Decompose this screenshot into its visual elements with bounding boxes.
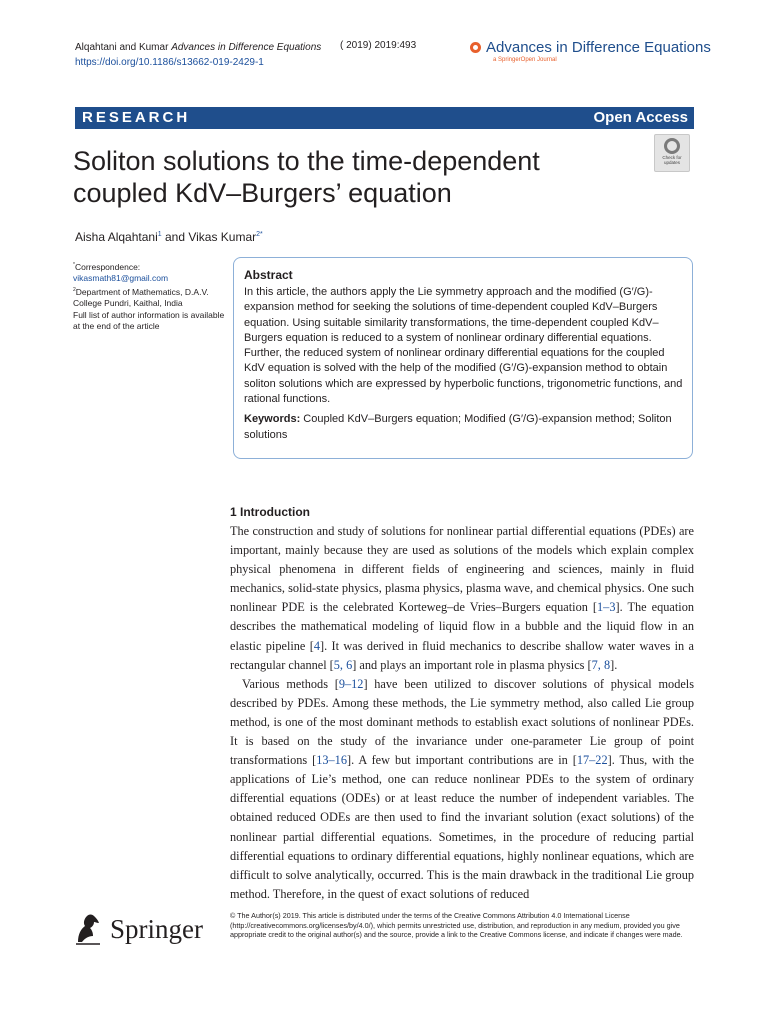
journal-brand[interactable] [470, 39, 711, 63]
full-author-info-note: Full list of author information is available at the end of the article [73, 309, 225, 332]
check-updates-icon [664, 138, 680, 154]
paragraph-2 [230, 675, 694, 904]
running-header [75, 40, 321, 70]
publisher-name: Springer [110, 913, 203, 944]
springer-horse-icon [72, 912, 104, 946]
paragraph-1 [230, 522, 694, 675]
abstract-heading: Abstract [244, 268, 293, 282]
text-run: ]. The equation describes the mathematical modeling of liquid flow in a bubble and the liquid flow in an elastic pipeline [ [230, 600, 694, 653]
correspondence-label: Correspondence: [74, 261, 141, 272]
doi-link[interactable]: https://doi.org/10.1186/s13662-019-2429-1 [75, 57, 264, 68]
open-access-label: Open Access [593, 109, 688, 126]
header-journal: Advances in Difference Equations [171, 42, 322, 53]
department: Department of Mathematics, D.A.V. College Pundri, Kaithal, India [73, 286, 209, 309]
header-authors: Alqahtani and Kumar [75, 42, 169, 53]
journal-name: Advances in Difference Equations [486, 39, 711, 56]
check-updates-line-2: updates [663, 160, 680, 165]
author-2[interactable]: and Vikas Kumar [161, 230, 257, 244]
affiliation-notes [73, 260, 233, 333]
author-1[interactable]: Aisha Alqahtani [75, 230, 158, 244]
section-heading-introduction: 1 Introduction [230, 505, 310, 519]
correspondence-email[interactable]: vikasmath81@gmail.com [73, 273, 169, 284]
check-for-updates-button[interactable] [654, 134, 690, 172]
citation-link[interactable]: 5, 6 [333, 657, 353, 672]
abstract-box [233, 257, 693, 459]
header-citation [75, 40, 321, 55]
text-run: ] have been utilized to discover solutions of physical models described by PDEs. Among these methods, the Lie symmetry method, also called Lie group method, is one of the most dominant methods to establish exact solutions of nonlinear PDEs. It is based on the study of the invariance under one-parameter Lie group of point transformations [ [230, 676, 694, 768]
text-run: Various methods [ [242, 676, 339, 691]
title-line-1: Soliton solutions to the time-dependent [73, 146, 540, 176]
article-type-banner [75, 107, 694, 129]
text-run: The construction and study of solutions for nonlinear partial differential equations (PDEs) are important, mainly because they are used as solutions of the models which explain complex physical phenomena in different fields of engineering and sciences, mainly in fluid mechanics, solid-state physics, plasma physics, plasma wave, and chemical physics. One such nonlinear PDE is the celebrated Korteweg–de Vries–Burgers equation [ [230, 524, 694, 615]
text-run: ] and plays an important role in plasma physics [ [352, 657, 592, 672]
citation-link[interactable]: 9–12 [338, 676, 364, 691]
article-type-label: RESEARCH [82, 109, 191, 126]
text-run: ]. [610, 657, 618, 672]
title-line-2: coupled KdV–Burgers’ equation [73, 178, 452, 208]
abstract-text: In this article, the authors apply the Lie symmetry approach and the modified (G′/G)-expansion method for seeking the solutions of time-dependent coupled KdV–Burgers equation. Using suitable similarity transformations, the time-dependent coupled KdV–Burgers equation is reduced to a system of nonlinear ordinary differential equations. Further, the reduced system of nonlinear ordinary differential equations for the coupled KdV equation is solved with the help of the modified (G′/G)-expansion method to obtain soliton solutions which are expressed by hyperbolic functions, trigonometric functions, and rational functions. [244, 286, 683, 406]
corr-mark: * [73, 262, 75, 268]
text-run: ]. Thus, with the applications of Lie’s method, one can reduce nonlinear PDEs to the system of ordinary differential equations (ODEs) or at least reduce the number of independent variables. The obtained reduced ODEs are then used to find the invariant solution (exact solutions) of the nonlinear partial differential equations. Sometimes, in the procedure of reducing partial differential equations to ordinary differential equations, highly nonlinear equations, which are difficult to solve analytically, occurred. This is the main drawback in the traditional Lie group method. Therefore, in the quest of exact solutions of reduced [230, 753, 694, 901]
header-year-article: ( 2019) 2019:493 [340, 40, 417, 51]
citation-link[interactable]: 13–16 [316, 753, 347, 768]
citation-link[interactable]: 4 [313, 638, 321, 653]
text-run: ]. A few but important contributions are in [ [346, 753, 577, 768]
text-run: ]. It was derived in fluid mechanics to describe shallow water waves in a rectangular channel [ [230, 638, 694, 672]
keywords [244, 412, 683, 443]
keywords-label: Keywords: [244, 413, 301, 426]
citation-link[interactable]: 17–22 [576, 753, 608, 768]
citation-link[interactable]: 7, 8 [591, 657, 611, 672]
journal-logo-icon [470, 42, 481, 53]
author-1-affiliation-mark[interactable]: 1 [157, 231, 162, 238]
check-updates-line-1: Check for [662, 155, 682, 160]
article-title [73, 145, 633, 209]
springer-logo [72, 912, 203, 946]
author-2-affiliation-mark[interactable]: 2* [256, 231, 263, 238]
citation-link[interactable]: 1–3 [597, 600, 616, 615]
introduction-body [230, 522, 694, 904]
keywords-list: Coupled KdV–Burgers equation; Modified (G′/G)-expansion method; Soliton solutions [244, 413, 672, 441]
dept-mark: 2 [73, 286, 76, 293]
author-list [75, 230, 263, 244]
license-text: © The Author(s) 2019. This article is distributed under the terms of the Creative Commons Attribution 4.0 International License (http://creativecommons.org/licenses/by/4.0/), which permits unrestricted use, distribution, and reproduction in any medium, provided you give appropriate credit to the original author(s) and the source, provide a link to the Creative Commons license, and indicate if changes were made. [230, 911, 683, 940]
journal-subtitle: a SpringerOpen Journal [493, 57, 557, 63]
